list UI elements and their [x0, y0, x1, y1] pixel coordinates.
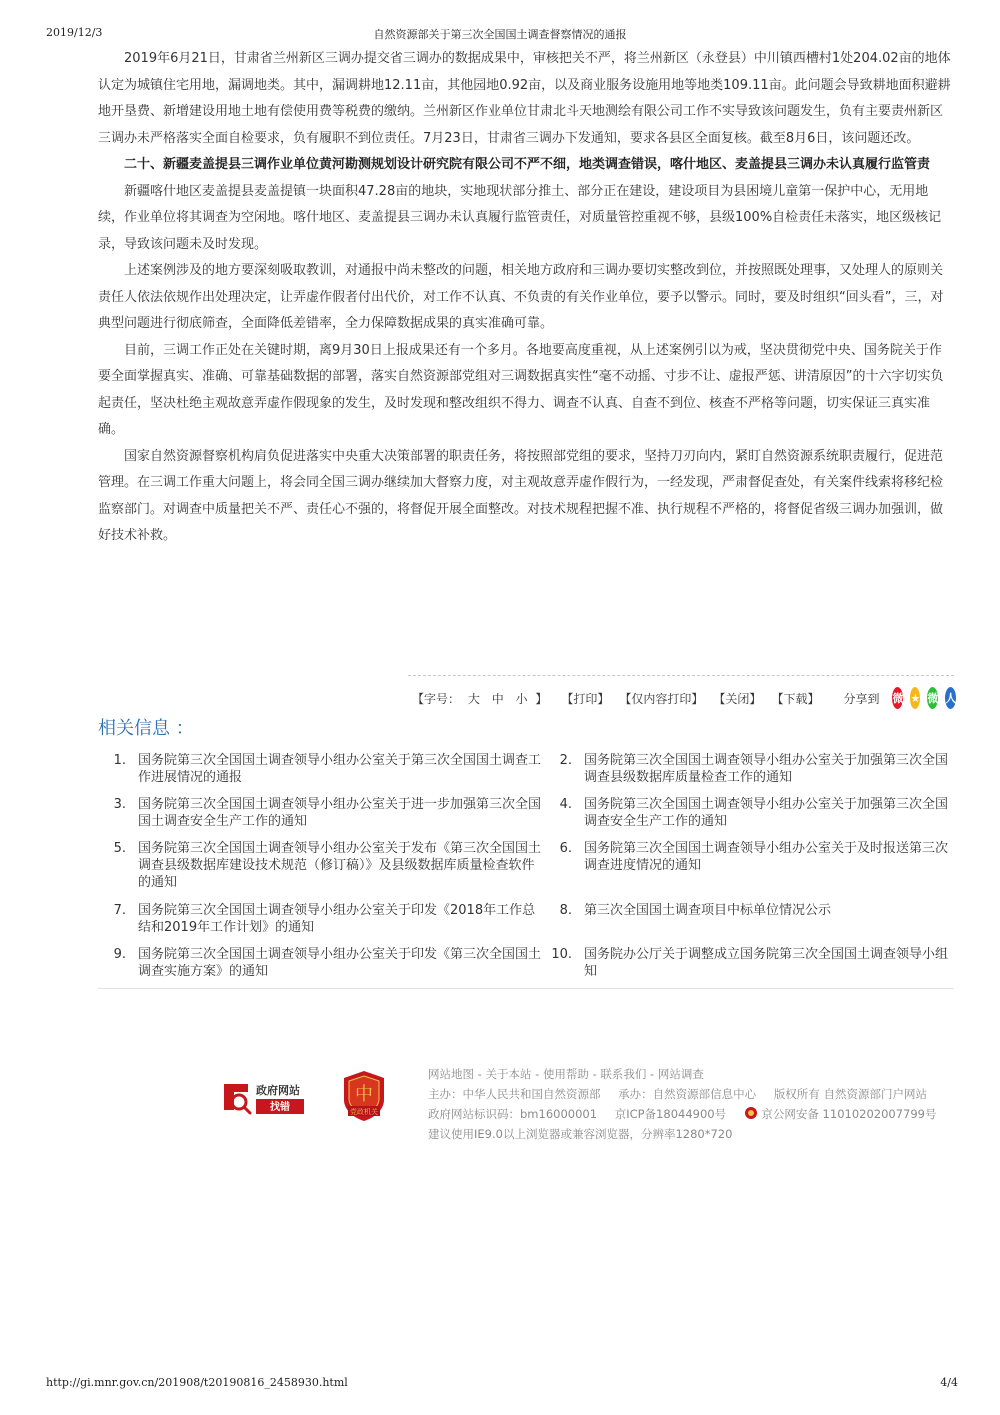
footer-link-about[interactable]: 关于本站 [485, 1067, 532, 1081]
footer-sponsor-row [428, 1084, 968, 1104]
share-label: 分享到 [843, 691, 880, 706]
related-item-link[interactable]: 国务院第三次全国国土调查领导小组办公室关于加强第三次全国调查安全生产工作的通知 [584, 797, 949, 829]
badge-title: 政府网站 [256, 1085, 300, 1097]
related-item-number: 10. [551, 947, 572, 962]
font-size-medium-button[interactable]: 中 [491, 691, 504, 706]
footer-link-contact[interactable]: 联系我们 [600, 1067, 647, 1081]
related-item-link[interactable]: 国务院第三次全国国土调查领导小组办公室关于印发《2018年工作总结和2019年工作计划》的通知 [138, 903, 536, 935]
related-item-number: 6. [559, 841, 572, 856]
related-item-link[interactable]: 国务院第三次全国国土调查领导小组办公室关于发布《第三次全国国土调查县级数据库建设技术规范（修订稿）》及县级数据库质量检查软件的通知 [138, 841, 542, 890]
font-size-large-button[interactable]: 大 [467, 691, 480, 706]
badge-subtitle: 找错 [270, 1102, 290, 1113]
footer-link-sitemap[interactable]: 网站地图 [428, 1067, 474, 1081]
related-item-number: 8. [559, 903, 572, 918]
print-page-title: 自然资源部关于第三次全国国土调查督察情况的通报 [373, 28, 627, 41]
related-item-link[interactable]: 国务院第三次全国国土调查领导小组办公室关于印发《第三次全国国土调查实施方案》的通知 [138, 947, 542, 979]
footer-browser-note: 建议使用IE9.0以上浏览器或兼容浏览器，分辨率1280*720 [428, 1127, 733, 1141]
article-paragraph: 目前，三调工作正处在关键时期，离9月30日上报成果还有一个多月。各地要高度重视，从上述案例引以为戒，坚决贯彻党中央、国务院关于作要全面掌握真实、准确、可靠基础数据的部署，落实自然资源部党组对三调数据真实性“毫不动摇、寸步不让、虚报严惩、讲清原因”的十六字切实负起责任，坚决杜绝主观故意弄虚作假现象的发生，及时发现和整改组织不得力、调查不认真、自查不到位、核查不严格等问题，切实保证三真实准确。 [98, 342, 944, 437]
print-url: http://gi.mnr.gov.cn/201908/t20190816_2458930.html [46, 1376, 348, 1389]
related-info-list [98, 752, 954, 988]
svg-text:中: 中 [355, 1084, 373, 1105]
related-divider [98, 988, 954, 989]
related-item-link[interactable]: 国务院第三次全国国土调查领导小组办公室关于第三次全国国土调查工作进展情况的通报 [138, 753, 542, 785]
print-footer [0, 1376, 1000, 1390]
article-body [98, 46, 954, 550]
print-page-number: 4/4 [940, 1376, 958, 1389]
weibo-share-icon[interactable]: 微 [892, 687, 903, 709]
related-item-link[interactable]: 国务院第三次全国国土调查领导小组办公室关于加强第三次全国调查县级数据库质量检查工作的通知 [584, 753, 949, 785]
related-item-number: 9. [113, 947, 126, 962]
qzone-share-icon[interactable]: ★ [910, 687, 920, 709]
print-date: 2019/12/3 [46, 26, 103, 39]
site-footer-info [428, 1064, 968, 1144]
article-paragraph: 2019年6月21日，甘肃省兰州新区三调办提交省三调办的数据成果中，审核把关不严，将兰州新区（永登县）中川镇西槽村1处204.02亩的地体认定为城镇住宅用地，漏调地类。其中，漏调耕地12.11亩，其他园地0.92亩，以及商业服务设施用地等地类109.11亩。此问题会导致耕地面积避耕地开垦费、新增建设用地土地有偿使用费等税费的缴纳。兰州新区作业单位甘肃北斗天地测绘有限公司工作不实导致该问题发生，负有主要责州新区三调办未严格落实全面自检要求，负有履职不到位责任。7月23日，甘肃省三调办下发通知，要求各县区全面复核。截至8月6日，该问题还改。 [98, 51, 951, 146]
related-item-number: 5. [113, 841, 126, 856]
footer-copyright: 版权所有 自然资源部门户网站 [773, 1087, 927, 1101]
font-size-bracket: 】 [535, 691, 548, 706]
related-item-number: 7. [113, 903, 126, 918]
related-item-number: 1. [113, 753, 126, 768]
font-size-control [412, 690, 547, 707]
footer-registration-row [428, 1104, 968, 1124]
footer-icp[interactable]: 京ICP备18044900号 [614, 1107, 727, 1121]
magnifier-icon [222, 1078, 308, 1118]
print-button[interactable]: 【打印】 [561, 691, 610, 706]
related-item-number: 4. [559, 797, 572, 812]
close-button[interactable]: 【关闭】 [713, 691, 762, 706]
footer-host: 主办：中华人民共和国自然资源部 [428, 1087, 601, 1101]
tools-divider [408, 675, 954, 676]
footer-organizer: 承办：自然资源部信息中心 [618, 1087, 757, 1101]
related-item-number: 3. [113, 797, 126, 812]
font-size-label: 【字号： [412, 691, 461, 706]
print-content-button[interactable]: 【仅内容打印】 [619, 691, 704, 706]
wechat-share-icon[interactable]: 微 [927, 687, 938, 709]
article-toolbar [412, 686, 957, 710]
font-size-small-button[interactable]: 小 [515, 691, 528, 706]
related-item-link[interactable]: 第三次全国国土调查项目中标单位情况公示 [584, 903, 832, 918]
related-info-title: 相关信息 ： [98, 718, 194, 739]
article-paragraph: 新疆喀什地区麦盖提县麦盖提镇一块面积47.28亩的地块，实地现状部分推土、部分正在建设，建设项目为县困境儿童第一保护中心，无用地续，作业单位将其调查为空闲地。喀什地区、麦盖提县三调办未认真履行监管责任，对质量管控重视不够，县级100%自检责任未落实，地区级核记录，导致该问题未及时发现。 [98, 183, 942, 252]
print-header [0, 26, 1000, 40]
article-section-heading: 二十、新疆麦盖提县三调作业单位黄河勘测规划设计研究院有限公司不严不细，地类调查错误，喀什地区、麦盖提县三调办未认真履行监管责 [124, 157, 931, 172]
footer-site-id: 政府网站标识码：bm16000001 [428, 1107, 598, 1121]
article-paragraph: 国家自然资源督察机构肩负促进落实中央重大决策部署的职责任务，将按照部党组的要求，坚持刀刃向内，紧盯自然资源系统职责履行，促进范管理。在三调工作重大问题上，将会同全国三调办继续加大督察力度，对主观故意弄虚作假行为，一经发现，严肃督促查处，有关案件线索将移纪检监察部门。对调查中质量把关不严、责任心不强的，将督促开展全面整改。对技术规程把握不准、执行规程不严格的，将督促省级三调办加强训，做好技术补救。 [98, 448, 944, 543]
gov-site-error-report-badge[interactable] [222, 1078, 308, 1118]
article-paragraph: 上述案例涉及的地方要深刻吸取教训，对通报中尚未整改的问题，相关地方政府和三调办要切实整改到位，并按照既处理事，又处理人的原则关责任人依法依规作出处理决定，让弄虚作假者付出代价，对工作不认真、不负责的有关作业单位，要予以警示。同时，要及时组织“回头看”，三，对典型问题进行彻底筛查，全面降低差错率，全力保障数据成果的真实准确可靠。 [98, 263, 944, 331]
badge-label: 党政机关 [350, 1108, 378, 1116]
party-gov-emblem-icon [342, 1070, 386, 1122]
footer-link-help[interactable]: 使用帮助 [542, 1067, 589, 1081]
download-button[interactable]: 【下载】 [771, 691, 820, 706]
party-gov-org-badge[interactable] [342, 1070, 386, 1122]
related-item-link[interactable]: 国务院第三次全国国土调查领导小组办公室关于及时报送第三次调查进度情况的通知 [584, 841, 949, 873]
related-item-number: 2. [559, 753, 572, 768]
footer-police-record[interactable]: 京公网安备 11010202007799号 [761, 1107, 937, 1121]
renren-share-icon[interactable]: 人 [945, 687, 956, 709]
related-item-link[interactable]: 国务院办公厅关于调整成立国务院第三次全国国土调查领导小组知 [584, 947, 949, 979]
footer-link-survey[interactable]: 网站调查 [657, 1067, 704, 1081]
footer-links: 网站地图 - 关于本站 - 使用帮助 - 联系我们 - 网站调查 [428, 1067, 704, 1081]
police-badge-icon [744, 1106, 758, 1120]
related-item-link[interactable]: 国务院第三次全国国土调查领导小组办公室关于进一步加强第三次全国国土调查安全生产工作的通知 [138, 797, 542, 829]
